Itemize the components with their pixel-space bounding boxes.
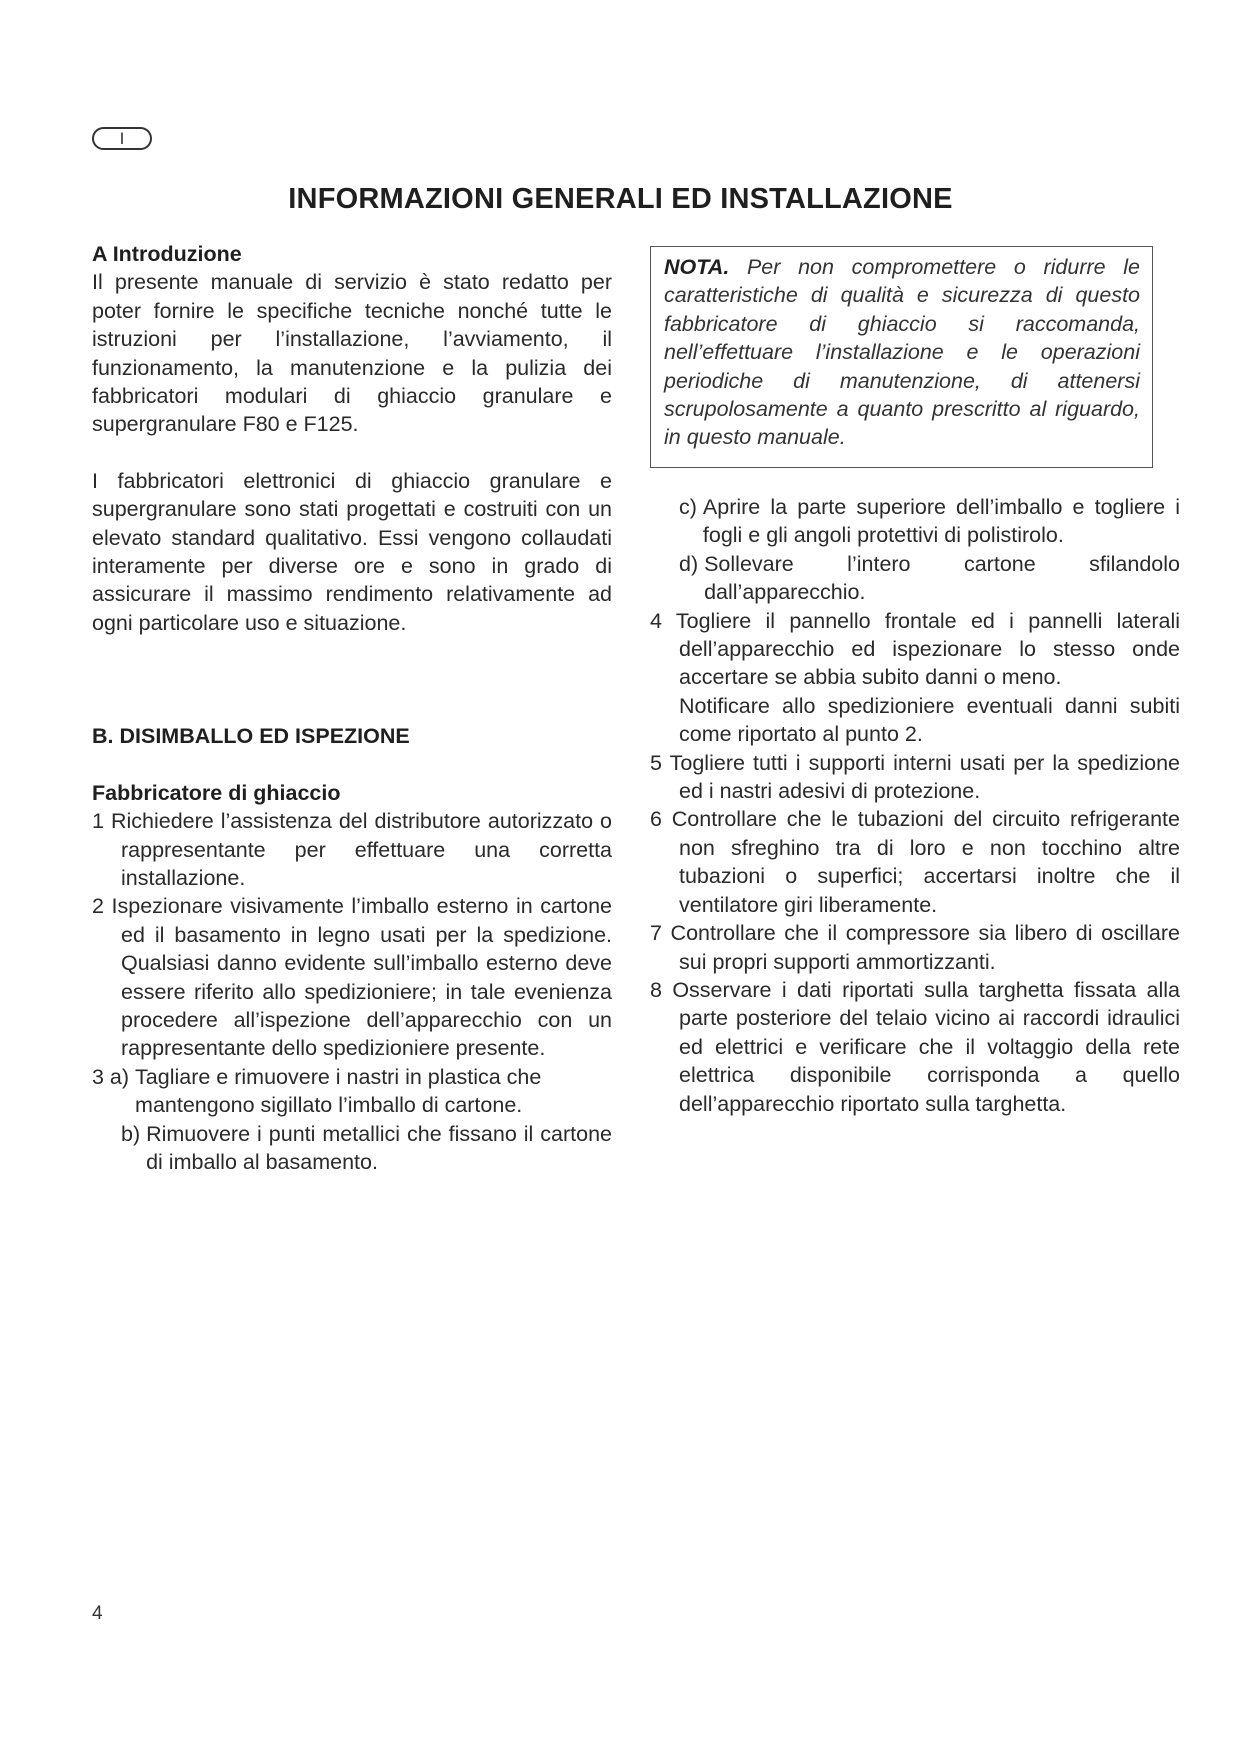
list-item-8: 8 Osservare i dati riportati sulla targhetta fissata alla parte posteriore del telaio vicino ai raccordi idraulici ed elettrici e verificare che il voltaggio della rete elettrica disponibile corrisponda a quello dell’apparecchio riportato sulla targhetta. — [650, 977, 1180, 1116]
list-item-3a-number: 3 a) — [92, 1064, 136, 1089]
list-item-3b-letter: b) — [121, 1121, 147, 1146]
list-item-3d-letter: d) — [679, 551, 705, 576]
list-item-6: 6 Controllare che le tubazioni del circuito refrigerante non sfreghino tra di loro e non tocchino altre tubazioni o superfici; accertarsi inoltre che il ventilatore giri liberamente. — [650, 807, 1180, 917]
list-item-2: 2 Ispezionare visivamente l’imballo esterno in cartone ed il basamento in legno usati per la spedizione. Qualsiasi danno evidente sull’imballo esterno deve essere riferito allo spedizioniere; in tale evenienza procedere all’ispezione dell’apparecchio con un rappresentante dello spedizioniere presente. — [92, 894, 612, 1061]
list-item-4-note: Notificare allo spedizioniere eventuali danni subiti come riportato al punto 2. — [679, 693, 1180, 747]
intro-heading: A Introduzione — [92, 242, 242, 266]
list-item-7: 7 Controllare che il compressore sia libero di oscillare sui propri supporti ammortizzanti. — [650, 921, 1180, 974]
list-item-3a — [92, 1063, 612, 1120]
list-item-3a-text: Tagliare e rimuovere i nastri in plastica che mantengono sigillato l’imballo di cartone. — [135, 1064, 542, 1118]
section-b-subheading: Fabbricatore di ghiaccio — [92, 780, 341, 805]
list-item-5: 5 Togliere tutti i supporti interni usati per la spedizione ed i nastri adesivi di protezione. — [650, 750, 1180, 804]
language-badge: I — [92, 127, 152, 150]
list-item-3d-text: Sollevare l’intero cartone sfilandolo dall’apparecchio. — [704, 551, 1180, 605]
page-number: 4 — [92, 1603, 103, 1624]
intro-paragraph-2: I fabbricatori elettronici di ghiaccio granulare e supergranulare sono stati progettati e costruiti con un elevato standard qualitativo. Essi vengono collaudati interamente per diverse ore e sono in grado di assicurare il massimo rendimento relativamente ad ogni particolare uso e situazione. — [92, 468, 612, 635]
section-b-heading: B. DISIMBALLO ED ISPEZIONE — [92, 724, 410, 749]
list-item-3c-text: Aprire la parte superiore dell’imballo e togliere i fogli e gli angoli protettivi di polistirolo. — [702, 495, 1180, 548]
list-item-3b — [92, 1120, 612, 1177]
note-label: NOTA. — [664, 255, 730, 279]
list-item-4: 4 Togliere il pannello frontale ed i pannelli laterali dell’apparecchio ed ispezionare lo stesso onde accertare se abbia subito danni o meno. — [650, 608, 1180, 690]
intro-paragraph-1: Il presente manuale di servizio è stato redatto per poter fornire le specifiche tecniche nonché tutte le istruzioni per l’installazione, l’avviamento, il funzionamento, la manutenzione e la pulizia dei fabbricatori modulari di ghiaccio granulare e supergranulare F80 e F125. — [92, 270, 612, 437]
left-column — [92, 240, 612, 1176]
list-item-3c — [650, 493, 1180, 550]
list-item-3b-text: Rimuovere i punti metallici che fissano il cartone di imballo al basamento. — [146, 1121, 612, 1174]
list-item-3d — [650, 550, 1180, 607]
list-item-3c-letter: c) — [679, 495, 703, 519]
right-column — [650, 493, 1180, 1118]
page-title: INFORMAZIONI GENERALI ED INSTALLAZIONE — [288, 183, 953, 215]
note-box — [650, 246, 1153, 468]
note-text: Per non compromettere o ridurre le caratteristiche di qualità e sicurezza di questo fabbricatore di ghiaccio si raccomanda, nell’effettuare l’installazione e le operazioni periodiche di manutenzione, di attenersi scrupolosamente a quanto prescritto al riguardo, in questo manuale. — [664, 255, 1140, 450]
list-item-1: 1 Richiedere l’assistenza del distributore autorizzato o rappresentante per effettuare una corretta installazione. — [92, 809, 612, 890]
